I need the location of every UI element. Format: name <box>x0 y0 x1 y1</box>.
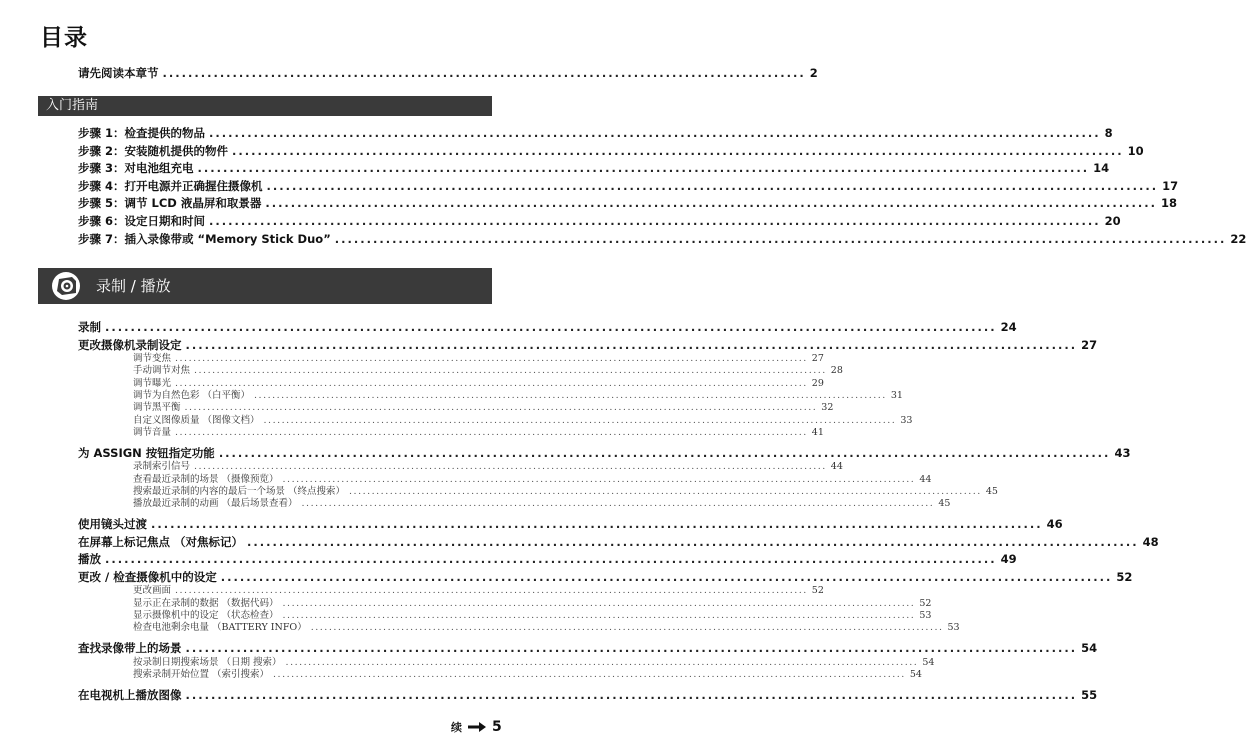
entry-page: 17 <box>1162 178 1179 193</box>
entry-text: 为 ASSIGN 按钮指定功能 <box>78 445 215 460</box>
entry-text: 播放 <box>78 552 101 567</box>
entry-page: 52 <box>919 597 932 609</box>
toc-subentry[interactable] <box>133 426 824 439</box>
entry-page: 45 <box>985 485 998 497</box>
leader-dots: ............................................................................................................................................ <box>175 377 808 389</box>
entry-text: 在屏幕上标记焦点 （对焦标记） <box>78 534 244 549</box>
entry-text: 播放最近录制的动画 （最后场景查看） <box>133 498 298 510</box>
toc-subentry[interactable] <box>133 498 951 510</box>
entry-page: 53 <box>919 609 932 621</box>
entry-page: 41 <box>811 426 824 438</box>
entry-text: 录制索引信号 <box>133 461 191 473</box>
leader-dots: ............................................................................................................................................ <box>310 622 944 634</box>
toc-subentry[interactable] <box>133 389 903 402</box>
entry-text: 检查电池剩余电量 （BATTERY INFO） <box>133 622 307 634</box>
entry-text: 录制 <box>78 320 101 334</box>
toc-entry[interactable] <box>78 687 1098 703</box>
leader-dots: ............................................................................................................................................ <box>301 498 935 510</box>
leader-dots: ............................................................................................................................................ <box>334 231 1227 246</box>
leader-dots: ............................................................................................................................................ <box>209 126 1101 140</box>
leader-dots: ............................................................................................................................................ <box>185 641 1078 656</box>
continued-indicator <box>451 719 502 735</box>
toc-entry[interactable] <box>78 178 1179 194</box>
entry-page: 49 <box>1000 552 1017 567</box>
entry-text: 按录制日期搜索场景 （日期 搜索） <box>133 656 282 668</box>
leader-dots: ..................................................................................................... <box>162 66 806 80</box>
entry-page: 44 <box>919 473 932 485</box>
entry-text: 搜索录制开始位置 （索引搜索） <box>133 668 270 680</box>
entry-page: 10 <box>1127 143 1144 158</box>
entry-text: 自定义图像质量 （图像文档） <box>133 414 260 426</box>
entry-text: 更改摄像机录制设定 <box>78 337 182 352</box>
leader-dots: ............................................................................................................................................ <box>197 161 1090 176</box>
leader-dots: ............................................................................................................................................ <box>266 178 1159 193</box>
toc-subentry[interactable] <box>133 622 960 634</box>
leader-dots: ............................................................................................................................................ <box>218 445 1111 460</box>
toc-entry[interactable] <box>78 445 1131 461</box>
toc-subentry[interactable] <box>133 668 922 681</box>
leader-dots: ............................................................................................................................................ <box>254 389 887 401</box>
entry-text: 调节黑平衡 <box>133 402 181 414</box>
toc-entry[interactable] <box>78 641 1098 656</box>
leader-dots: ............................................................................................................................................ <box>185 337 1078 352</box>
entry-page: 44 <box>830 461 843 473</box>
entry-text: 在电视机上播放图像 <box>78 687 182 702</box>
entry-page: 27 <box>1081 337 1098 352</box>
section-heading-getting-started: 入门指南 <box>38 96 492 116</box>
toc-entry[interactable] <box>78 231 1246 247</box>
entry-text: 查找录像带上的场景 <box>78 641 182 656</box>
entry-text: 步骤 7：插入录像带或 “Memory Stick Duo” <box>78 231 331 246</box>
entry-page: 33 <box>900 414 913 426</box>
entry-page: 22 <box>1230 231 1246 246</box>
entry-page: 46 <box>1046 517 1063 532</box>
leader-dots: ............................................................................................................................................ <box>273 668 906 680</box>
entry-text: 步骤 3：对电池组充电 <box>78 161 194 176</box>
toc-entry[interactable] <box>78 337 1098 353</box>
continued-label: 续 <box>451 721 462 734</box>
entry-text: 调节曝光 <box>133 377 172 389</box>
toc-subentry[interactable] <box>133 585 824 597</box>
toc-entry[interactable] <box>78 552 1017 567</box>
leader-dots: ............................................................................................................................................ <box>282 609 916 621</box>
leader-dots: ............................................................................................................................................ <box>194 461 827 473</box>
leader-dots: ............................................................................................................................................ <box>265 196 1157 211</box>
toc-subentry[interactable] <box>133 485 998 498</box>
arrow-right-icon <box>468 722 486 732</box>
leader-dots: ............................................................................................................................................ <box>209 214 1101 228</box>
toc-entry[interactable] <box>78 196 1177 211</box>
leader-dots: ............................................................................................................................................ <box>105 320 997 334</box>
entry-text: 步骤 1：检查提供的物品 <box>78 126 206 140</box>
entry-page: 55 <box>1081 687 1098 702</box>
leader-dots: ............................................................................................................................................ <box>175 426 808 438</box>
entry-text: 手动调节对焦 <box>133 365 191 377</box>
entry-page: 28 <box>830 365 843 377</box>
entry-text: 搜索最近录制的内容的最后一个场景 （终点搜索） <box>133 485 346 497</box>
toc-entry[interactable] <box>78 161 1110 176</box>
entry-page: 32 <box>821 402 834 414</box>
entry-page: 54 <box>909 668 922 680</box>
entry-text: 请先阅读本章节 <box>78 66 159 80</box>
entry-text: 调节变焦 <box>133 353 172 364</box>
page-title: 目录 <box>40 25 88 51</box>
entry-page: 24 <box>1000 320 1017 334</box>
leader-dots: ............................................................................................................................................ <box>185 687 1078 702</box>
entry-page: 27 <box>811 353 824 364</box>
entry-page: 2 <box>809 66 818 80</box>
toc-entry-intro[interactable] <box>78 66 818 81</box>
toc-subentry[interactable] <box>133 414 913 427</box>
entry-page: 54 <box>922 656 935 668</box>
entry-page: 45 <box>938 498 951 510</box>
leader-dots: ............................................................................................................................................ <box>285 656 919 668</box>
entry-page: 31 <box>890 389 903 401</box>
camera-disc-icon <box>50 271 82 301</box>
entry-page: 8 <box>1104 126 1113 140</box>
toc-subentry[interactable] <box>133 597 932 610</box>
entry-page: 53 <box>947 622 960 634</box>
toc-subentry[interactable] <box>133 402 834 414</box>
toc-subentry[interactable] <box>133 353 824 365</box>
leader-dots: ............................................................................................................................................ <box>184 402 818 414</box>
toc-entry[interactable] <box>78 214 1121 229</box>
entry-page: 29 <box>811 377 824 389</box>
entry-text: 查看最近录制的场景 （摄像预览） <box>133 473 279 485</box>
entry-page: 20 <box>1104 214 1121 228</box>
leader-dots: ............................................................................................................................................ <box>232 143 1124 158</box>
toc-entry[interactable] <box>78 320 1017 335</box>
entry-text: 更改 / 检查摄像机中的设定 <box>78 569 217 584</box>
toc-entry[interactable] <box>78 517 1063 532</box>
toc-entry[interactable] <box>78 143 1144 159</box>
section-heading-record-play <box>38 268 492 304</box>
entry-text: 显示正在录制的数据 （数据代码） <box>133 597 279 609</box>
entry-text: 显示摄像机中的设定 （状态检查） <box>133 609 279 621</box>
leader-dots: ............................................................................................................................................ <box>151 517 1043 532</box>
toc-entry[interactable] <box>78 569 1133 585</box>
toc-subentry[interactable] <box>133 377 824 390</box>
entry-page: 54 <box>1081 641 1098 656</box>
entry-page: 52 <box>1116 569 1133 584</box>
leader-dots: ............................................................................................................................................ <box>220 569 1113 584</box>
entry-page: 52 <box>811 585 824 597</box>
entry-page: 43 <box>1114 445 1131 460</box>
toc-subentry[interactable] <box>133 609 932 622</box>
entry-page: 18 <box>1160 196 1177 211</box>
toc-entry[interactable] <box>78 534 1159 550</box>
toc-entry[interactable] <box>78 126 1113 141</box>
toc-subentry[interactable] <box>133 656 935 669</box>
entry-text: 更改画面 <box>133 585 172 597</box>
toc-subentry[interactable] <box>133 461 843 473</box>
leader-dots: ............................................................................................................................................ <box>282 473 916 485</box>
entry-text: 步骤 6：设定日期和时间 <box>78 214 206 228</box>
entry-text: 调节音量 <box>133 426 172 438</box>
leader-dots: ............................................................................................................................................ <box>349 485 982 497</box>
leader-dots: ............................................................................................................................................ <box>105 552 997 567</box>
leader-dots: ............................................................................................................................................ <box>175 353 808 364</box>
entry-text: 使用镜头过渡 <box>78 517 147 532</box>
entry-page: 48 <box>1142 534 1159 549</box>
leader-dots: ............................................................................................................................................ <box>282 597 916 609</box>
toc-subentry[interactable] <box>133 473 932 486</box>
page-number: 5 <box>492 719 502 735</box>
toc-subentry[interactable] <box>133 365 843 377</box>
entry-text: 步骤 2：安装随机提供的物件 <box>78 143 229 158</box>
section-heading-label: 录制 / 播放 <box>96 277 171 295</box>
entry-text: 步骤 4：打开电源并正确握住摄像机 <box>78 178 263 193</box>
leader-dots: ............................................................................................................................................ <box>175 585 808 597</box>
entry-text: 步骤 5：调节 LCD 液晶屏和取景器 <box>78 196 262 211</box>
leader-dots: ............................................................................................................................................ <box>247 534 1139 549</box>
leader-dots: ............................................................................................................................................ <box>263 414 897 426</box>
leader-dots: ............................................................................................................................................ <box>194 365 827 377</box>
entry-text: 调节为自然色彩 （白平衡） <box>133 389 251 401</box>
entry-page: 14 <box>1093 161 1110 176</box>
